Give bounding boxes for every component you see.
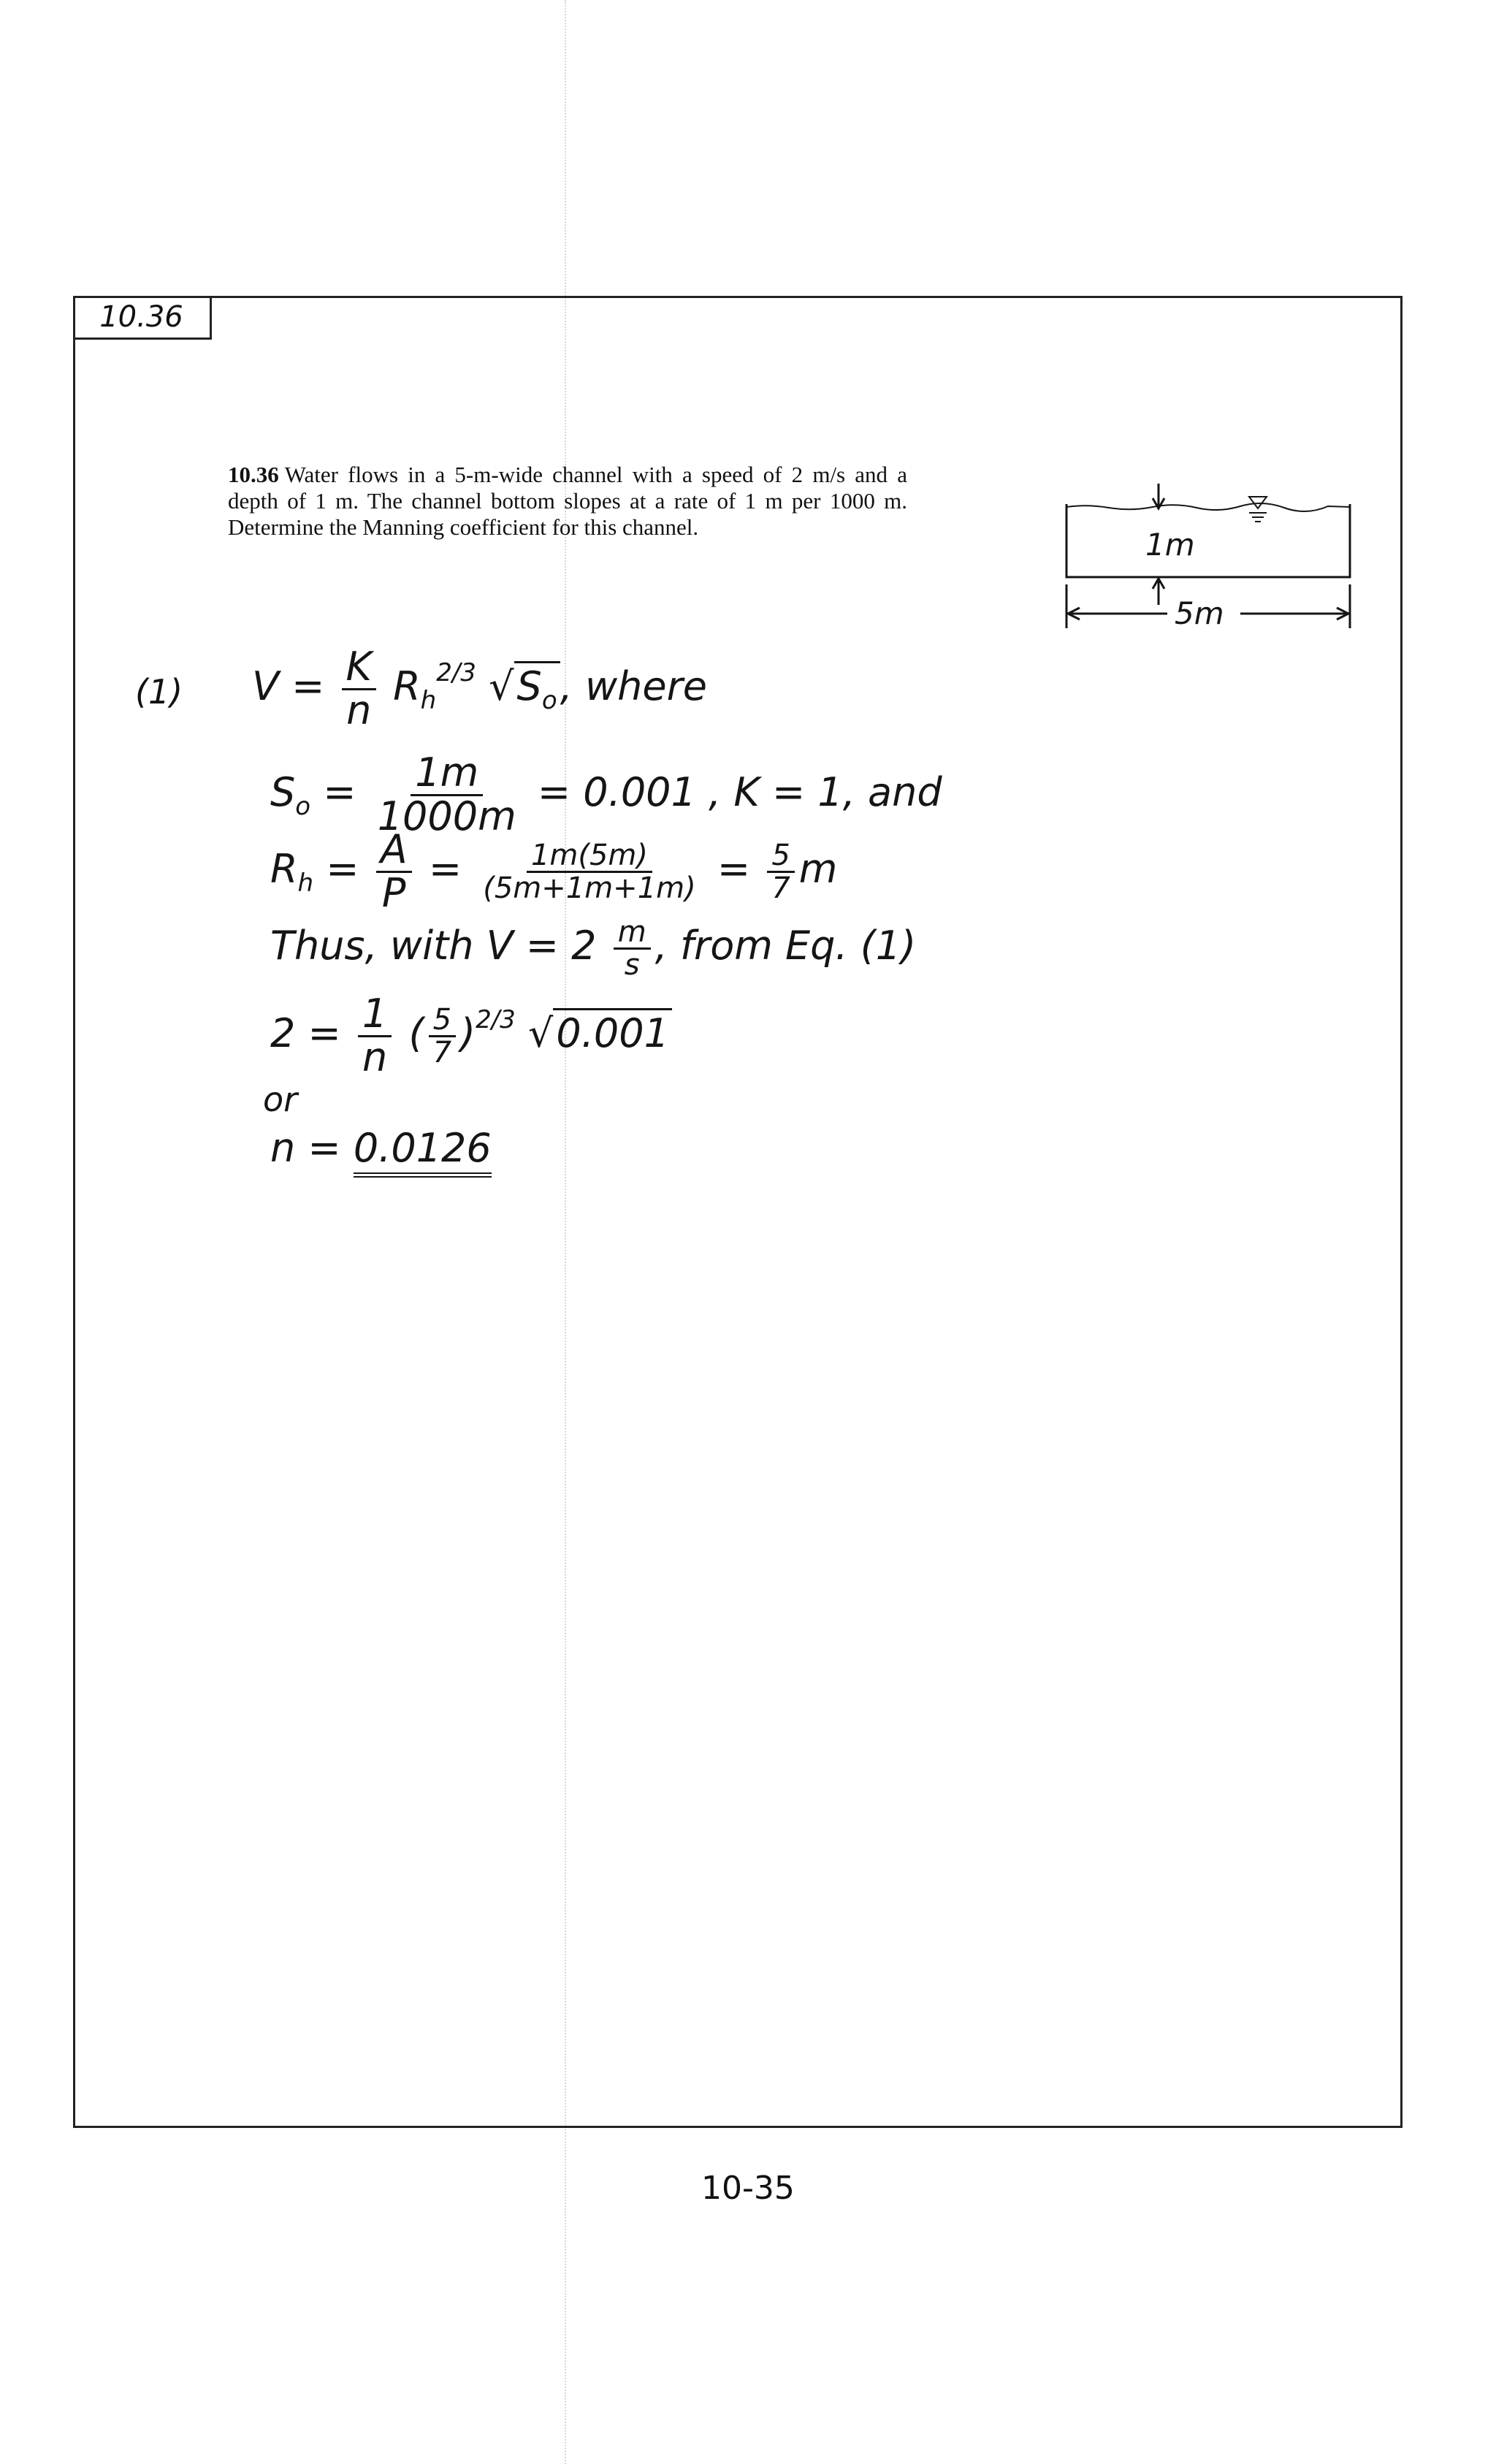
solution-line-2: $S_o$ = $\frac{1m}{1000m}$ = 0.001 , K = 1, and — [270, 750, 942, 839]
solution-line-3: $R_h$ = $\frac{A}{P}$ = $\frac{1m(5m)}{(5m+1m+1m)}$ = $\frac{5}{7}$ m — [270, 826, 838, 916]
solution-line-4: Thus, with V = 2 $\frac{m}{s}$ , from Eq. (1) — [270, 915, 917, 982]
problem-text: Water flows in a 5-m-wide channel with a speed of 2 m/s and a depth of 1 m. The channel bottom slopes at a rate of 1 m per 1000 m. Determine the Manning coefficient for this channel. — [228, 462, 907, 540]
equation-number: (1) — [135, 672, 183, 712]
depth-label: 1m — [1145, 527, 1195, 562]
problem-tag: 10.36 — [73, 296, 212, 340]
problem-number: 10.36 — [228, 462, 279, 487]
solution-line-7: n = 0.0126 — [270, 1125, 492, 1171]
solution-line-6: or — [263, 1080, 298, 1119]
channel-figure — [1058, 482, 1365, 643]
width-label: 5m — [1175, 595, 1224, 631]
solution-line-5: 2 = $\frac{1}{n}$ ( $\frac{5}{7}$ )$^{2/3}$ √0.001 — [270, 993, 672, 1078]
channel-walls — [1066, 504, 1350, 577]
page-number: 10-35 — [701, 2170, 795, 2207]
final-answer: 0.0126 — [354, 1125, 492, 1178]
water-surface — [1066, 503, 1350, 511]
problem-statement — [228, 462, 907, 541]
solution-line-1: V = $\frac{K}{n}$ $R_h^{2/3}$ $√S_o$, where — [252, 644, 707, 733]
